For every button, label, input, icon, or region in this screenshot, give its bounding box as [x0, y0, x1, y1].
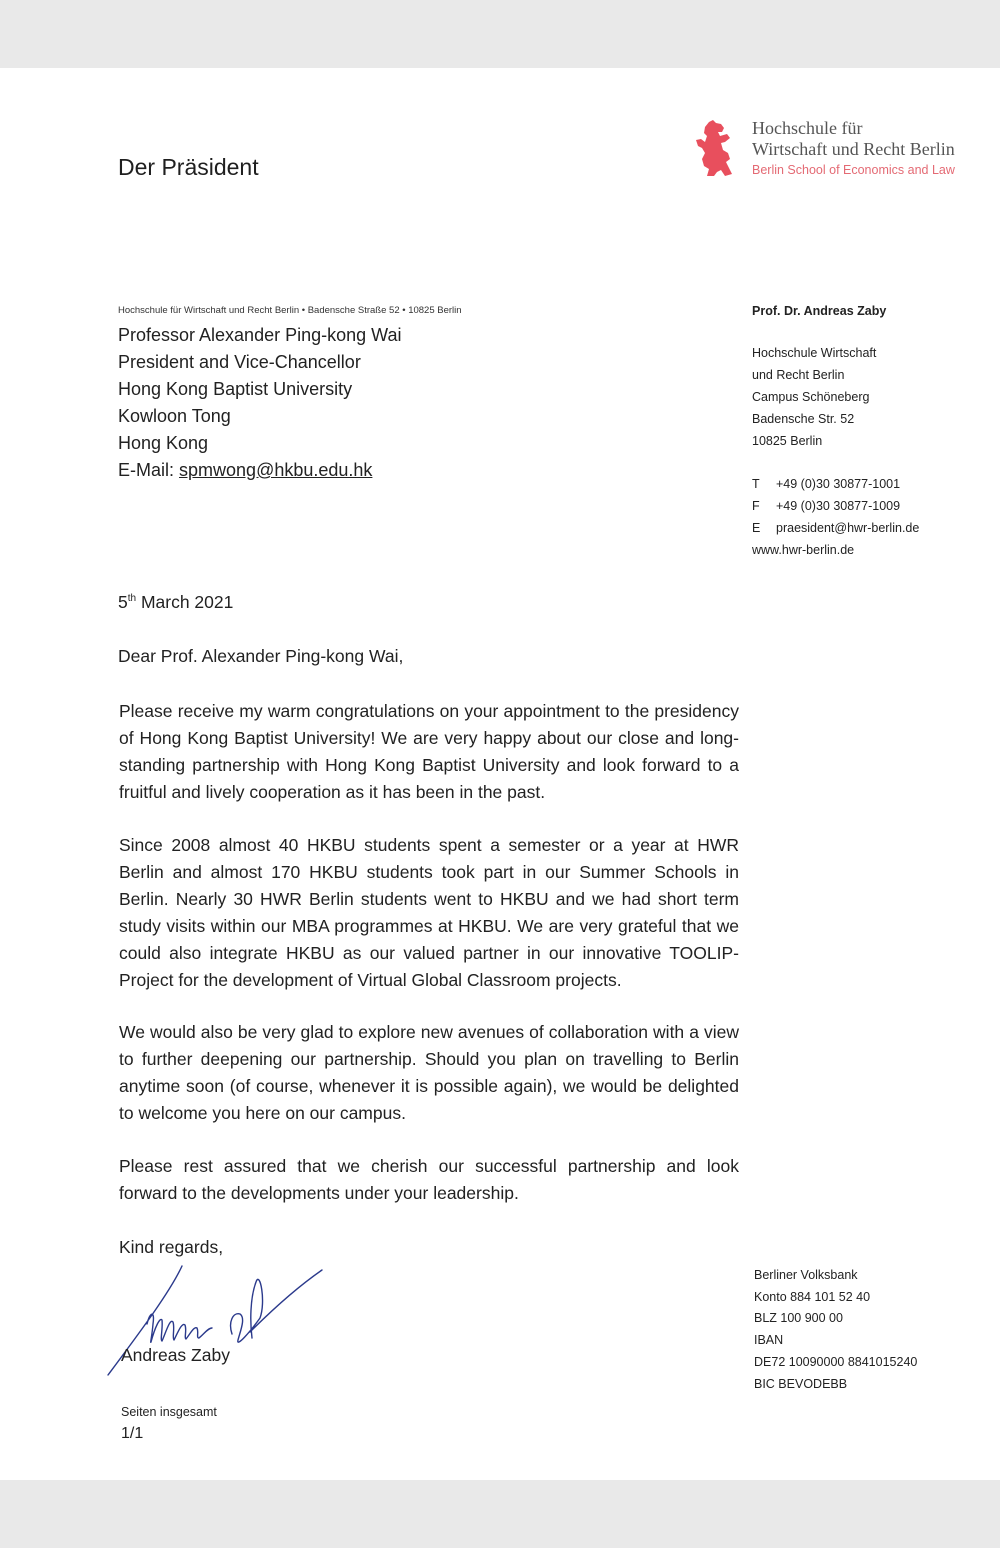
signer-name: Andreas Zaby [121, 1345, 230, 1365]
salutation: Dear Prof. Alexander Ping-kong Wai, [118, 646, 404, 666]
page-count-label: Seiten insgesamt [121, 1405, 217, 1419]
email-row [752, 517, 919, 539]
sender-return-address: Hochschule für Wirtschaft und Recht Berlin • Badensche Straße 52 • 10825 Berlin [118, 305, 462, 316]
page-count-value: 1/1 [121, 1425, 144, 1442]
website-link[interactable]: www.hwr-berlin.de [752, 543, 855, 557]
recipient-line: Professor Alexander Ping-kong Wai [118, 325, 402, 345]
logo-line-2: Wirtschaft und Recht Berlin [752, 139, 955, 159]
contact-key: E [752, 521, 761, 535]
closing: Kind regards, [119, 1237, 224, 1257]
date-rest: March 2021 [136, 592, 234, 612]
email-label: E-Mail: [118, 460, 175, 480]
bank-line: IBAN [754, 1333, 784, 1348]
phone-row [752, 473, 919, 495]
logo-subtitle: Berlin School of Economics and Law [752, 163, 955, 177]
recipient-line: President and Vice-Chancellor [118, 352, 361, 372]
contact-key: F [752, 499, 760, 513]
recipient-line: Kowloon Tong [118, 406, 231, 426]
body-paragraph: Please receive my warm congratulations on your appointment to the presidency of Hong Kong Baptist University! We are very happy about our close and long-standing partnership with Hong Kong Baptist University and look forward to a fruitful and lively cooperation as it has been in the past. [119, 701, 739, 802]
bank-line: DE72 10090000 8841015240 [754, 1354, 918, 1369]
recipient-line: Hong Kong Baptist University [118, 379, 353, 399]
bank-details [754, 1265, 917, 1395]
fax-row [752, 495, 919, 517]
sender-address [752, 342, 876, 452]
sender-name: Prof. Dr. Andreas Zaby [752, 304, 887, 318]
bank-line: Berliner Volksbank [754, 1268, 858, 1282]
recipient-address [118, 322, 401, 484]
bank-line: BLZ 100 900 00 [754, 1311, 843, 1326]
sender-address-line: Hochschule Wirtschaft [752, 346, 877, 360]
letter-date [118, 592, 233, 613]
body-paragraph: We would also be very glad to explore new avenues of collaboration with a view to further deepening our partnership. Should you plan on travelling to Berlin anytime soon (of course, whenever it is possible again), we would be delighted to welcome you here on our campus. [119, 1022, 739, 1123]
phone-number: +49 (0)30 30877-1001 [776, 477, 901, 491]
sender-address-line: Campus Schöneberg [752, 390, 870, 404]
fax-number: +49 (0)30 30877-1009 [776, 499, 901, 513]
berlin-bear-icon [694, 119, 734, 177]
contact-key: T [752, 477, 760, 491]
logo-line-1: Hochschule für [752, 118, 863, 138]
date-suffix: th [127, 593, 137, 604]
recipient-email-row [118, 457, 401, 484]
page-title: Der Präsident [118, 154, 259, 180]
sender-email[interactable]: praesident@hwr-berlin.de [776, 521, 920, 535]
bank-line: BIC BEVODEBB [754, 1376, 848, 1391]
bank-line: Konto 884 101 52 40 [754, 1289, 871, 1304]
sender-contacts [752, 473, 919, 561]
date-day: 5 [118, 592, 128, 612]
recipient-email-link[interactable]: spmwong@hkbu.edu.hk [179, 460, 373, 480]
sender-address-line: und Recht Berlin [752, 368, 845, 382]
sender-address-line: Badensche Str. 52 [752, 412, 855, 426]
university-logo [752, 118, 955, 177]
recipient-line: Hong Kong [118, 433, 209, 453]
body-paragraph: Please rest assured that we cherish our successful partnership and look forward to the developments under your leadership. [119, 1156, 739, 1203]
body-paragraph: Since 2008 almost 40 HKBU students spent a semester or a year at HWR Berlin and almost 170 HKBU students took part in our Summer Schools in Berlin. Nearly 30 HWR Berlin students went to HKBU and we had short term study visits within our MBA programmes at HKBU. We are very grateful that we could also integrate HKBU as our valued partner in our innovative TOOLIP-Project for the development of Virtual Global Classroom projects. [119, 835, 739, 990]
sender-address-line: 10825 Berlin [752, 434, 823, 448]
